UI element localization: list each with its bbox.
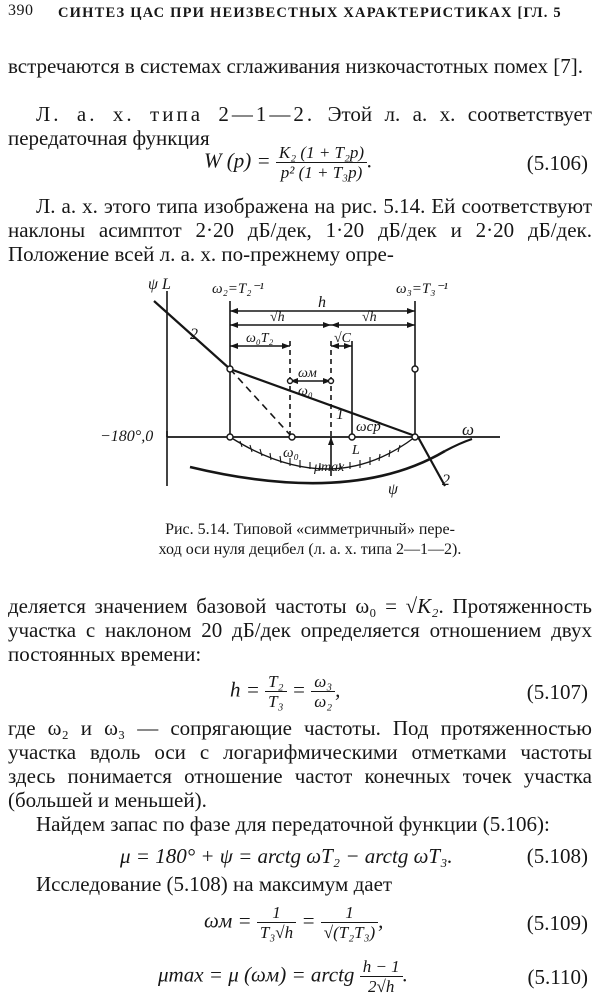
caption-line-1: Рис. 5.14. Типовой «симметричный» пере-: [165, 521, 455, 538]
phase-curve-tail: [445, 439, 472, 451]
eq110-fraction: [360, 957, 403, 996]
eq106-fraction: [276, 143, 367, 182]
label-sqrt-c: √C: [334, 331, 352, 346]
eq106-tail: .: [367, 148, 373, 173]
eq107-den1: T₃: [268, 692, 284, 711]
figure-diagram: [100, 271, 520, 511]
label-seg-2-right: 2: [442, 472, 450, 489]
eq110-num: h − 1: [360, 957, 403, 977]
label-h: h: [318, 294, 326, 311]
type-heading: Л. а. х. типа 2—1—2.: [36, 102, 316, 126]
eq107-lhs: h =: [230, 677, 260, 702]
equation-5-110: [8, 957, 592, 997]
page-header: [8, 2, 594, 28]
label-sqrt-h-left: √h: [270, 310, 285, 325]
eq110-tail: .: [402, 962, 408, 987]
label-mu-max: μmax: [314, 460, 345, 475]
eq108-expr: μ = 180° + ψ = arctg ωT₂ − arctg ωT₃.: [120, 844, 453, 868]
eq106-expr: [204, 143, 372, 182]
eq106-den: p² (1 + T₃p): [280, 163, 363, 182]
eq108-number: (5.108): [526, 844, 588, 868]
paragraph-4: [8, 594, 592, 666]
paragraph-2-text: Этой л. а. х. соответствует передаточная функция: [8, 102, 592, 150]
eq106-lhs: W (p) =: [204, 148, 271, 173]
label-L: L: [352, 443, 360, 458]
label-wcp: ωср: [356, 419, 381, 435]
eq109-frac1: [257, 903, 296, 942]
label-psi-L: ψ L: [148, 276, 171, 293]
paragraph-4-b: . Протяженность участка с наклоном 20 дБ/дек определяется отношением двух постоянных времени:: [8, 594, 592, 666]
page-number: 390: [8, 2, 34, 19]
equation-5-107: [8, 672, 592, 712]
eq107-number: (5.107): [526, 680, 588, 704]
eq107-tail: ,: [335, 677, 341, 702]
eq109-mid: =: [301, 908, 316, 933]
label-psi: ψ: [388, 481, 398, 498]
eq107-expr: [230, 672, 340, 711]
eq110-expr: [158, 957, 408, 996]
eq109-num1: 1: [257, 903, 296, 923]
paragraph-7: Исследование (5.108) на максимум дает: [36, 872, 393, 896]
eq107-mid: =: [291, 677, 306, 702]
eq110-lhs: μmax = μ (ωм) = arctg: [158, 962, 355, 987]
eq109-tail: ,: [378, 908, 384, 933]
label-w-axis: ω: [462, 420, 475, 439]
paragraph-1: встречаются в системах сглаживания низкочастотных помех [7].: [8, 54, 583, 78]
label-w0t2: ω₀T₂: [246, 331, 274, 346]
eq109-expr: [204, 903, 383, 942]
eq107-num1: T₂: [265, 672, 286, 692]
figure-5-14: [100, 271, 520, 511]
paragraph-6: Найдем запас по фазе для передаточной функции (5.106):: [36, 812, 550, 836]
sqrt-k2: √K₂: [405, 594, 439, 618]
label-w3: ω₃=T₃⁻¹: [396, 281, 448, 297]
running-title: СИНТЕЗ ЦАС ПРИ НЕИЗВЕСТНЫХ ХАРАКТЕРИСТИКАХ [ГЛ. 5: [58, 5, 562, 21]
caption-line-2: ход оси нуля децибел (л. а. х. типа 2—1—2).: [158, 541, 462, 558]
paragraph-3: Л. а. х. этого типа изображена на рис. 5.14. Ей соответствуют наклоны асимптот 2·20 дБ/дек, 1·20 дБ/дек и 2·20 дБ/дек. Положение всей л. а. х. по-прежнему опре-: [8, 194, 592, 266]
label-w0-axis: ω₀: [283, 445, 299, 461]
figure-caption: [100, 520, 520, 560]
eq109-den2: √(T₂T₃): [323, 923, 376, 942]
eq109-frac2: [321, 903, 378, 942]
equation-5-109: [8, 903, 592, 943]
eq107-frac2: [311, 672, 335, 711]
label-wm: ωм: [298, 366, 317, 381]
eq109-lhs: ωм =: [204, 908, 252, 933]
label-w0-frac: ω₀: [298, 384, 313, 399]
arrowheads: [230, 308, 415, 445]
eq106-number: (5.106): [526, 151, 588, 175]
eq109-den1: T₃√h: [259, 923, 294, 942]
equation-5-106: [8, 143, 592, 183]
eq107-den2: ω₂: [314, 692, 333, 711]
paragraph-5: где ω₂ и ω₃ — сопрягающие частоты. Под протяженностью участка вдоль оси с логарифмическими отметками частоты здесь понимается отношение частот конечных точек участка (большей и меньшей).: [8, 716, 592, 812]
label-seg-1: 1: [336, 406, 344, 423]
eq107-frac1: [265, 672, 286, 711]
eq106-num: K₂ (1 + T₂p): [276, 143, 367, 163]
eq109-num2: 1: [321, 903, 378, 923]
eq110-number: (5.110): [527, 965, 588, 989]
eq107-num2: ω₃: [311, 672, 335, 692]
label-seg-2-left: 2: [190, 326, 198, 343]
label-sqrt-h-right: √h: [362, 310, 377, 325]
label-minus-180: −180°,0: [100, 428, 154, 445]
paragraph-4-a: деляется значением базовой частоты ω₀ =: [8, 594, 406, 618]
eq110-den: 2√h: [368, 977, 395, 996]
label-w2: ω₂=T₂⁻¹: [212, 281, 264, 297]
eq109-number: (5.109): [526, 911, 588, 935]
